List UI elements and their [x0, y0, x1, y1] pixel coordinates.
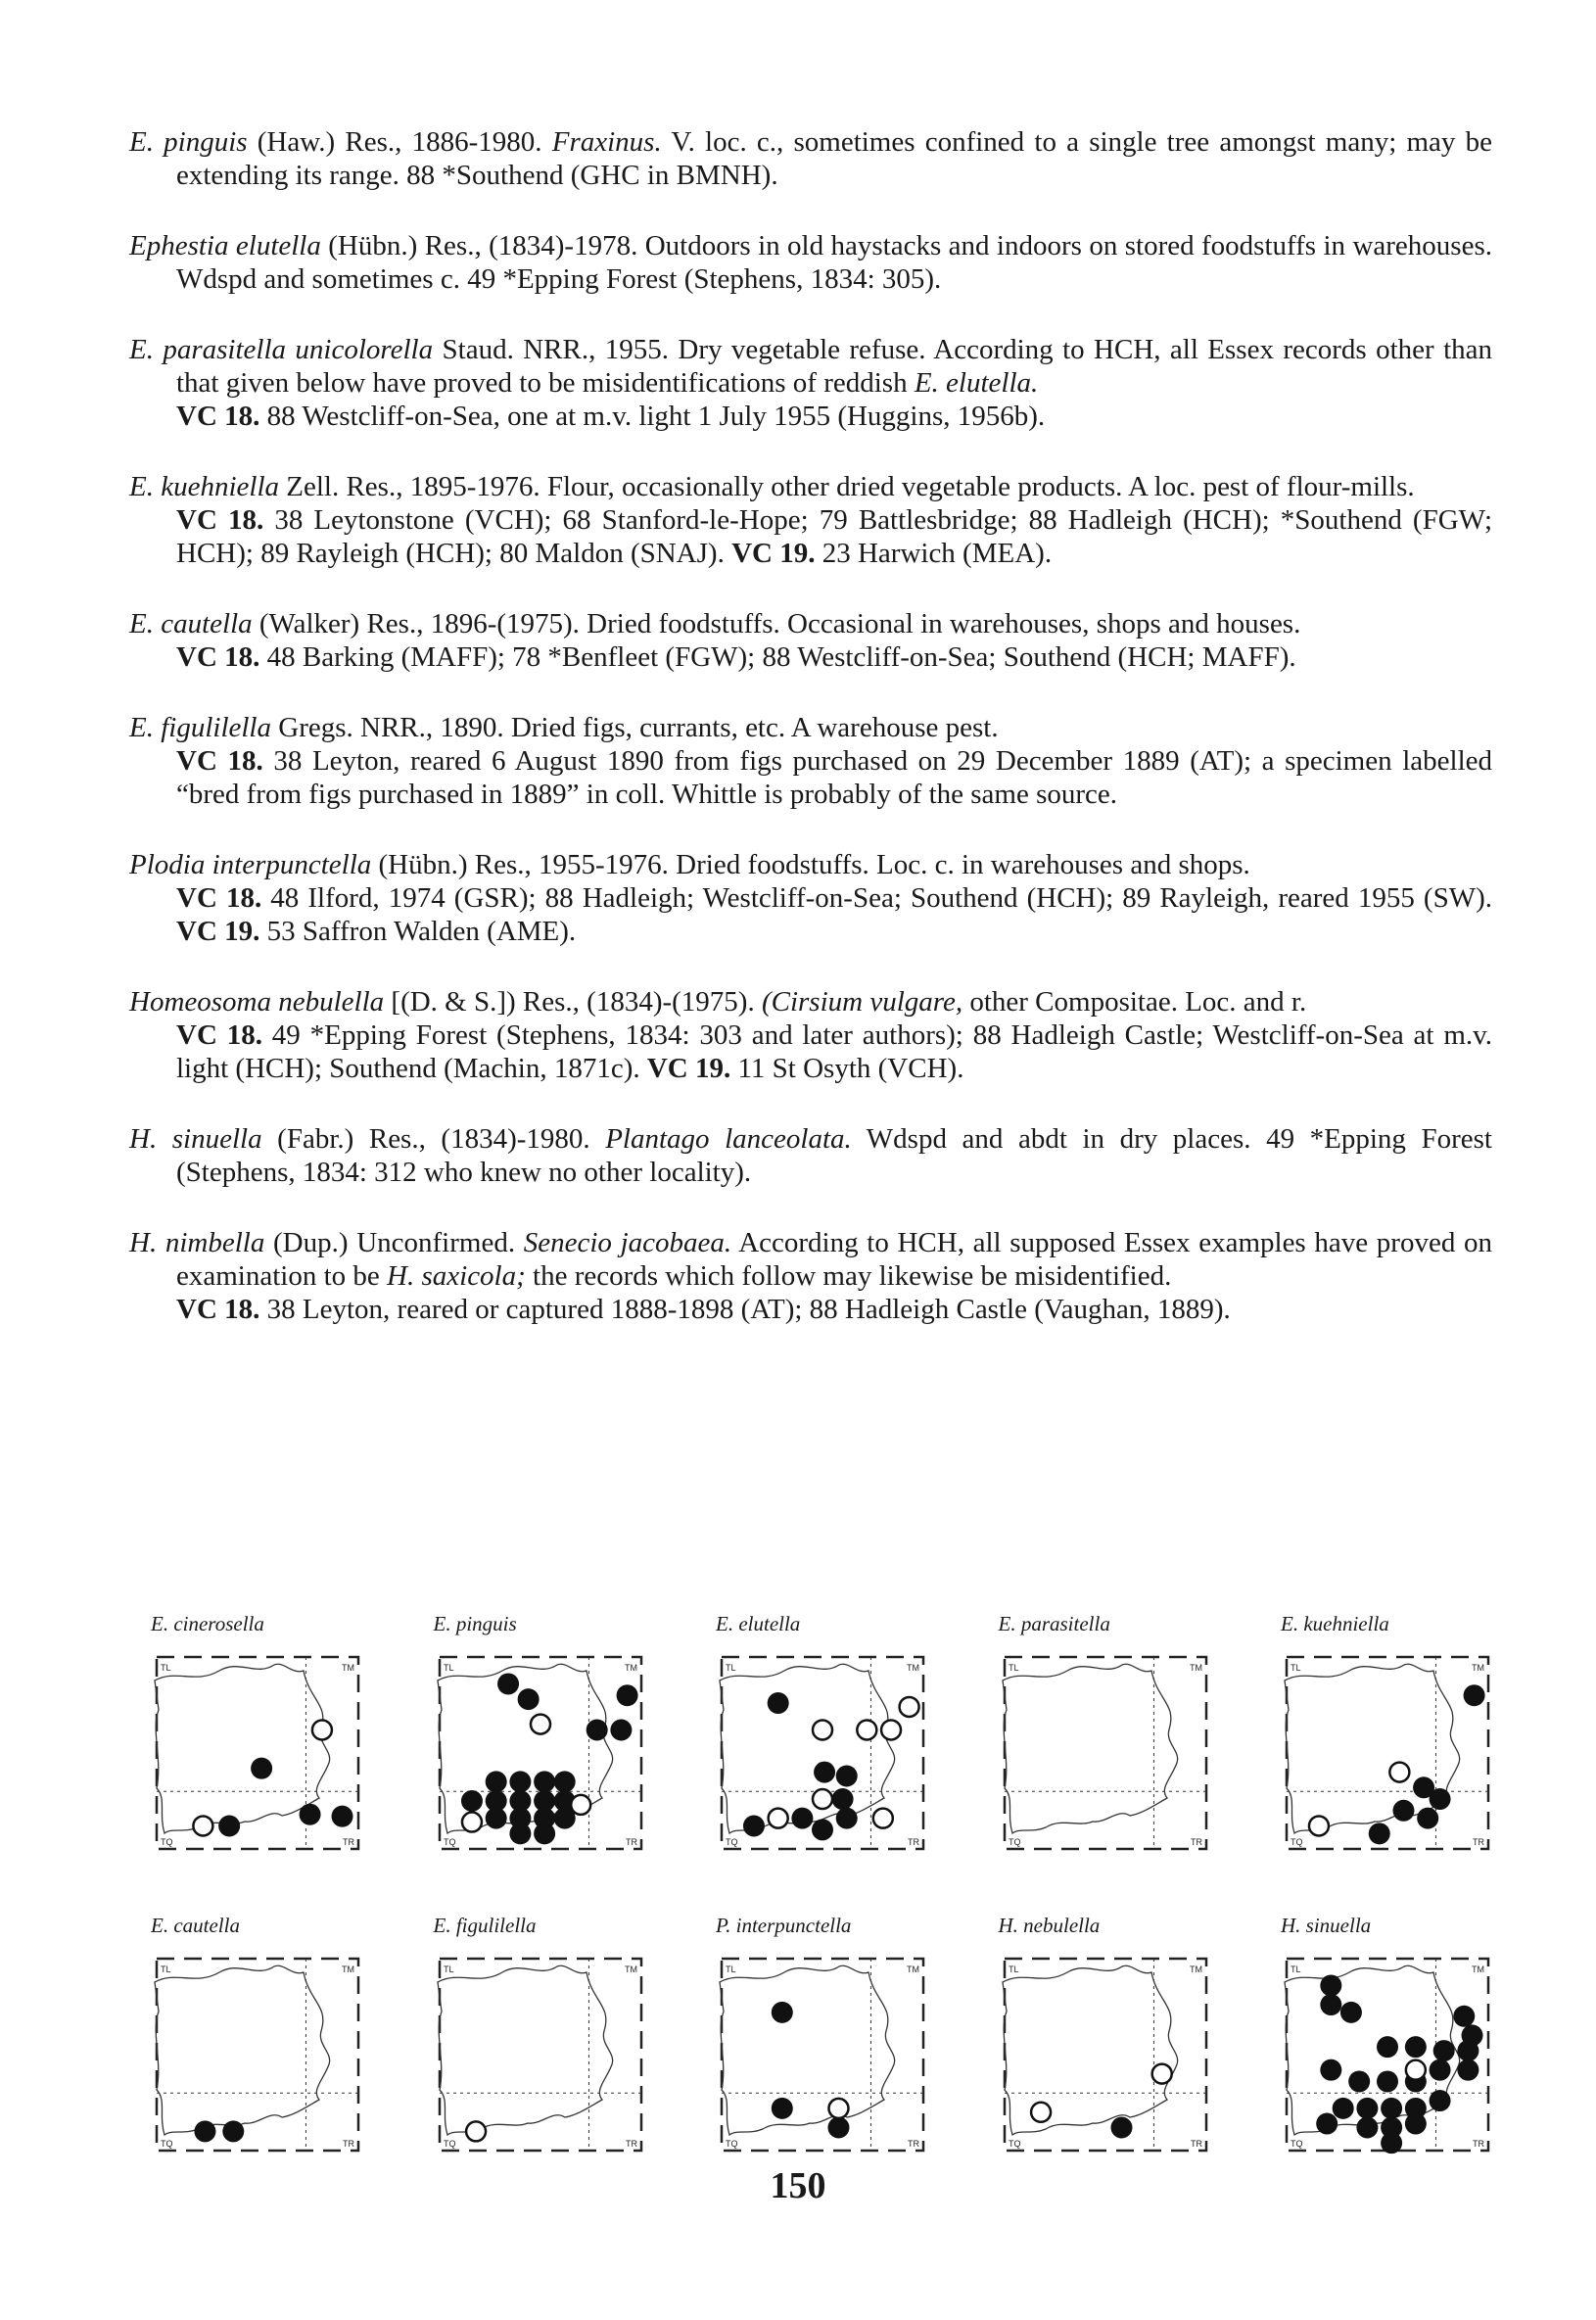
vice-county-label: VC 18.	[176, 1019, 262, 1051]
grid-square-label: TQ	[726, 1837, 738, 1847]
record-dot-filled	[1417, 1808, 1438, 1829]
record-dot-filled	[586, 1719, 607, 1740]
distribution-map	[137, 1908, 378, 2170]
italic-text: Plantago lanceolata.	[605, 1123, 852, 1155]
italic-text: Senecio jacobaea.	[523, 1227, 732, 1258]
record-dot-open	[1309, 1816, 1329, 1835]
grid-square-label: TM	[907, 1663, 919, 1673]
species-records	[129, 881, 1492, 948]
italic-text: (Cirsium vulgare,	[761, 986, 963, 1018]
record-dot-filled	[1381, 2132, 1402, 2154]
record-dot-open	[813, 1789, 832, 1809]
essex-map	[702, 1641, 943, 1869]
vice-county-label: VC 18.	[176, 401, 260, 432]
text-run: (Dup.) Unconfirmed.	[264, 1227, 524, 1258]
vice-county-label: VC 18.	[176, 641, 260, 673]
record-dot-filled	[772, 2002, 793, 2023]
grid-square-label: TM	[342, 1965, 354, 1974]
distribution-map	[1267, 1606, 1508, 1869]
essex-map	[985, 1943, 1226, 2170]
essex-map	[1267, 1943, 1508, 2170]
grid-square-label: TM	[624, 1663, 637, 1673]
species-description	[129, 711, 1492, 744]
record-dot-filled	[1392, 1800, 1414, 1822]
species-records	[129, 1293, 1492, 1326]
grid-square-label: TL	[1008, 1965, 1019, 1974]
species-description	[129, 1226, 1492, 1293]
county-outline	[1003, 1965, 1178, 2135]
distribution-map	[985, 1908, 1226, 2170]
page-number: 150	[770, 2165, 826, 2206]
vice-county-label: VC 19.	[176, 916, 260, 947]
map-species-label: E. kuehniella	[1281, 1612, 1389, 1635]
species-records	[129, 1018, 1492, 1085]
species-entry-plodia-interpunctella	[129, 848, 1492, 948]
record-dot-filled	[1348, 2070, 1370, 2092]
grid-square-label: TQ	[1008, 2139, 1020, 2149]
record-dot-filled	[768, 1692, 789, 1714]
map-species-label: H. sinuella	[1281, 1914, 1372, 1937]
record-dot-open	[857, 1720, 876, 1739]
grid-square-label: TL	[1291, 1965, 1301, 1974]
species-records	[129, 744, 1492, 811]
record-dot-filled	[1316, 2113, 1338, 2135]
vice-county-label: VC 18.	[176, 745, 263, 777]
record-dot-filled	[1356, 2098, 1378, 2119]
record-dot-filled	[836, 1808, 858, 1829]
species-description	[129, 470, 1492, 503]
record-dot-filled	[772, 2098, 793, 2119]
species-entry-e-cautella	[129, 607, 1492, 674]
record-dot-open	[900, 1697, 919, 1717]
map-species-label: H. nebulella	[998, 1914, 1101, 1937]
species-description	[129, 607, 1492, 640]
record-dot-filled	[1430, 1788, 1451, 1810]
record-dot-filled	[610, 1719, 632, 1740]
grid-square-label: TL	[726, 1663, 736, 1673]
distribution-map	[1267, 1908, 1508, 2170]
record-dot-filled	[743, 1815, 765, 1836]
grid-square-label: TM	[342, 1663, 354, 1673]
grid-square-label: TL	[1008, 1663, 1019, 1673]
italic-text: E. cautella	[129, 608, 253, 639]
text-run: 38 Leyton, reared or captured 1888-1898 (AT); 88 Hadleigh Castle (Vaughan, 1889).	[259, 1294, 1231, 1325]
species-entry-h-sinuella	[129, 1122, 1492, 1189]
distribution-map	[702, 1908, 943, 2170]
distribution-map	[420, 1908, 661, 2170]
record-dot-open	[881, 1720, 901, 1739]
record-dot-filled	[1405, 2113, 1427, 2135]
record-dot-open	[531, 1715, 550, 1734]
grid-square-label: TM	[907, 1965, 919, 1974]
vice-county-label: VC 19.	[731, 538, 816, 569]
text-run: (Hübn.) Res., (1834)-1978. Outdoors in old haystacks and indoors on stored foodstuffs in warehouses. Wdspd and sometimes c. 49 *Epping Forest (Stephens, 1834: 305).	[176, 230, 1492, 295]
record-dot-filled	[616, 1684, 637, 1706]
record-dot-filled	[534, 1771, 555, 1792]
county-outline	[720, 1664, 895, 1833]
record-dot-filled	[1381, 2098, 1402, 2119]
grid-square-label: TR	[343, 1837, 354, 1847]
species-entry-e-pinguis	[129, 125, 1492, 192]
record-dot-filled	[1356, 2116, 1378, 2138]
italic-text: Ephestia elutella	[129, 230, 321, 261]
text-run: 48 Ilford, 1974 (GSR); 88 Hadleigh; Westcliff-on-Sea; Southend (HCH); 89 Rayleigh, reared 1955 (SW).	[261, 882, 1492, 914]
grid-square-label: TR	[343, 2139, 354, 2149]
grid-square-label: TM	[624, 1965, 637, 1974]
grid-square-label: TQ	[161, 1837, 173, 1847]
record-dot-filled	[251, 1758, 272, 1779]
county-outline	[1285, 1664, 1460, 1833]
text-run: (Fabr.) Res., (1834)-1980.	[261, 1123, 606, 1155]
text-run: 88 Westcliff-on-Sea, one at m.v. light 1 July 1955 (Huggins, 1956b).	[259, 401, 1046, 432]
grid-square-label: TQ	[1291, 1837, 1303, 1847]
species-description	[129, 333, 1492, 400]
species-description	[129, 125, 1492, 192]
record-dot-filled	[1369, 1823, 1390, 1844]
record-dot-filled	[1333, 2098, 1354, 2119]
text-run: 53 Saffron Walden (AME).	[259, 916, 577, 947]
record-dot-filled	[485, 1771, 506, 1792]
species-description	[129, 229, 1492, 296]
grid-square-label: TL	[161, 1965, 171, 1974]
species-records	[129, 640, 1492, 674]
species-entry-ephestia-elutella	[129, 229, 1492, 296]
text-run: 38 Leytonstone (VCH); 68 Stanford-le-Hope; 79 Battlesbridge; 88 Hadleigh (HCH); *Southend (FGW; HCH); 89 Rayleigh (HCH); 80 Maldon (SNAJ).	[176, 504, 1492, 569]
grid-square-label: TM	[1189, 1663, 1202, 1673]
italic-text: Fraxinus.	[551, 126, 662, 158]
county-outline	[1003, 1664, 1178, 1833]
text-run: Gregs. NRR., 1890. Dried figs, currants, etc. A warehouse pest.	[271, 712, 999, 743]
text-run: 48 Barking (MAFF); 78 *Benfleet (FGW); 88 Westcliff-on-Sea; Southend (HCH; MAFF).	[259, 641, 1296, 673]
species-accounts	[129, 125, 1492, 1363]
grid-square-label: TM	[1472, 1965, 1484, 1974]
record-dot-filled	[194, 2120, 215, 2142]
species-entry-e-kuehniella	[129, 470, 1492, 570]
record-dot-filled	[836, 1766, 858, 1787]
record-dot-filled	[222, 2120, 244, 2142]
text-run: the records which follow may likewise be misidentified.	[525, 1260, 1172, 1292]
text-run: Wdspd and abdt in dry places. 49 *Epping Forest (Stephens, 1834: 312 who knew no other locality).	[176, 1123, 1492, 1188]
grid-square-label: TR	[1473, 1837, 1484, 1847]
map-species-label: E. figulilella	[433, 1914, 537, 1937]
record-dot-open	[1151, 2064, 1171, 2084]
species-description	[129, 848, 1492, 881]
text-run: Zell. Res., 1895-1976. Flour, occasionally other dried vegetable products. A loc. pest of flour-mills.	[279, 471, 1415, 502]
record-dot-filled	[332, 1806, 353, 1827]
record-dot-filled	[485, 1808, 506, 1829]
vice-county-label: VC 19.	[646, 1053, 731, 1084]
text-run: [(D. & S.]) Res., (1834)-(1975).	[384, 986, 762, 1018]
map-species-label: E. cautella	[151, 1914, 240, 1937]
record-dot-open	[813, 1720, 832, 1739]
distribution-map	[137, 1606, 378, 1869]
grid-square-label: TR	[1473, 2139, 1484, 2149]
record-dot-open	[873, 1809, 893, 1828]
record-dot-open	[466, 2121, 486, 2141]
record-dot-filled	[509, 1823, 531, 1844]
grid-square-label: TR	[1190, 2139, 1202, 2149]
essex-map	[137, 1943, 378, 2170]
italic-text: H. nimbella	[129, 1227, 265, 1258]
record-dot-open	[1389, 1763, 1409, 1782]
grid-square-label: TQ	[1291, 2139, 1303, 2149]
italic-text: E. kuehniella	[129, 471, 280, 502]
record-dot-filled	[1457, 2040, 1479, 2061]
record-dot-filled	[1110, 2116, 1132, 2138]
record-dot-open	[571, 1795, 590, 1815]
county-outline	[720, 1965, 895, 2135]
record-dot-filled	[218, 1815, 240, 1836]
essex-map	[702, 1943, 943, 2170]
record-dot-filled	[814, 1762, 835, 1783]
grid-square-label: TM	[1472, 1663, 1484, 1673]
record-dot-filled	[1377, 2070, 1398, 2092]
record-dot-filled	[832, 1788, 854, 1810]
species-description	[129, 1122, 1492, 1189]
record-dot-filled	[1464, 1684, 1485, 1706]
grid-square-label: TQ	[1008, 1837, 1020, 1847]
record-dot-filled	[1430, 2090, 1451, 2111]
essex-map	[1267, 1641, 1508, 1869]
italic-text: E. figulilella	[129, 712, 271, 743]
italic-text: E. parasitella unicolorella	[129, 334, 434, 365]
grid-square-label: TR	[625, 1837, 637, 1847]
grid-square-label: TL	[726, 1965, 736, 1974]
species-entry-homeosoma-nebulella	[129, 985, 1492, 1085]
italic-text: H. saxicola;	[387, 1260, 526, 1292]
map-row	[137, 1908, 1508, 2170]
distribution-map	[702, 1606, 943, 1869]
map-species-label: P. interpunctella	[716, 1914, 852, 1937]
record-dot-filled	[827, 2116, 849, 2138]
map-species-label: E. elutella	[716, 1612, 801, 1635]
record-dot-filled	[1405, 2036, 1427, 2058]
record-dot-open	[769, 1809, 788, 1828]
map-species-label: E. pinguis	[433, 1612, 517, 1635]
record-dot-filled	[300, 1804, 321, 1825]
record-dot-filled	[517, 1688, 539, 1710]
italic-text: E. elutella.	[914, 367, 1039, 399]
grid-square-label: TQ	[161, 2139, 173, 2149]
grid-square-label: TL	[1291, 1663, 1301, 1673]
italic-text: H. sinuella	[129, 1123, 262, 1155]
italic-text: Homeosoma nebulella	[129, 986, 385, 1018]
record-dot-filled	[534, 1823, 555, 1844]
record-dot-open	[1406, 2060, 1426, 2080]
essex-map	[137, 1641, 378, 1869]
grid-square-label: TQ	[443, 2139, 455, 2149]
grid-square-label: TL	[443, 1965, 454, 1974]
map-species-label: E. cinerosella	[151, 1612, 264, 1635]
text-run: 11 St Osyth (VCH).	[730, 1053, 964, 1084]
record-dot-filled	[1377, 2036, 1398, 2058]
text-run: 38 Leyton, reared 6 August 1890 from figs purchased on 29 December 1889 (AT); a specimen labelled “bred from figs purchased in 1889” in coll. Whittle is probably of the same source.	[176, 745, 1492, 810]
grid-square-label: TR	[625, 2139, 637, 2149]
record-dot-filled	[791, 1808, 813, 1829]
record-dot-filled	[460, 1790, 482, 1812]
record-dot-open	[1031, 2103, 1051, 2122]
grid-square-label: TR	[908, 2139, 919, 2149]
text-run: 49 *Epping Forest (Stephens, 1834: 303 and later authors); 88 Hadleigh Castle; Westcliff-on-Sea at m.v. light (HCH); Southend (Machin, 1871c).	[176, 1019, 1492, 1084]
map-species-label: E. parasitella	[998, 1612, 1110, 1635]
species-records	[129, 400, 1492, 433]
record-dot-filled	[497, 1673, 519, 1694]
text-run: (Hübn.) Res., 1955-1976. Dried foodstuffs. Loc. c. in warehouses and shops.	[371, 849, 1250, 880]
text-run: Staud. NRR., 1955. Dry vegetable refuse. According to HCH, all Essex records other than that given below have proved to be misidentifications of reddish	[176, 334, 1492, 399]
county-outline	[438, 1965, 613, 2135]
species-description	[129, 985, 1492, 1018]
grid-square-label: TQ	[443, 1837, 455, 1847]
record-dot-filled	[1430, 2060, 1451, 2081]
essex-map	[985, 1641, 1226, 1869]
grid-square-label: TL	[443, 1663, 454, 1673]
grid-square-label: TM	[1189, 1965, 1202, 1974]
distribution-map	[985, 1606, 1226, 1869]
species-entry-e-parasitella	[129, 333, 1492, 433]
record-dot-filled	[1340, 2002, 1362, 2023]
species-records	[129, 503, 1492, 570]
record-dot-filled	[1457, 2060, 1479, 2081]
map-row	[137, 1606, 1508, 1869]
record-dot-open	[193, 1816, 212, 1835]
distribution-map	[420, 1606, 661, 1869]
species-entry-h-nimbella	[129, 1226, 1492, 1326]
record-dot-filled	[553, 1771, 575, 1792]
italic-text: E. pinguis	[129, 126, 248, 158]
record-dot-open	[461, 1813, 481, 1832]
distribution-maps	[137, 1606, 1508, 2209]
text-run: V. loc. c., sometimes confined to a single tree amongst many; may be extending its range. 88 *Southend (GHC in BMNH).	[176, 126, 1492, 191]
essex-map	[420, 1943, 661, 2170]
vice-county-label: VC 18.	[176, 1294, 260, 1325]
vice-county-label: VC 18.	[176, 504, 264, 536]
text-run: According to HCH, all supposed Essex examples have proved on examination to be	[176, 1227, 1492, 1292]
county-outline	[155, 1965, 330, 2135]
text-run: (Haw.) Res., 1886-1980.	[247, 126, 552, 158]
record-dot-filled	[812, 1819, 833, 1840]
record-dot-filled	[1453, 2006, 1475, 2027]
record-dot-filled	[1320, 1994, 1341, 2015]
grid-square-label: TQ	[726, 2139, 738, 2149]
record-dot-filled	[509, 1771, 531, 1792]
grid-square-label: TR	[908, 1837, 919, 1847]
record-dot-filled	[1320, 2060, 1341, 2081]
record-dot-open	[828, 2099, 848, 2118]
text-run: 23 Harwich (MEA).	[815, 538, 1053, 569]
record-dot-filled	[1320, 1974, 1341, 1996]
record-dot-filled	[1433, 2040, 1455, 2061]
vice-county-label: VC 18.	[176, 882, 262, 914]
text-run: (Walker) Res., 1896-(1975). Dried foodstuffs. Occasional in warehouses, shops and houses.	[252, 608, 1301, 639]
grid-square-label: TL	[161, 1663, 171, 1673]
text-run: other Compositae. Loc. and r.	[962, 986, 1307, 1018]
record-dot-open	[312, 1720, 332, 1739]
species-entry-e-figulilella	[129, 711, 1492, 811]
grid-square-label: TR	[1190, 1837, 1202, 1847]
essex-map	[420, 1641, 661, 1869]
italic-text: Plodia interpunctella	[129, 849, 372, 880]
